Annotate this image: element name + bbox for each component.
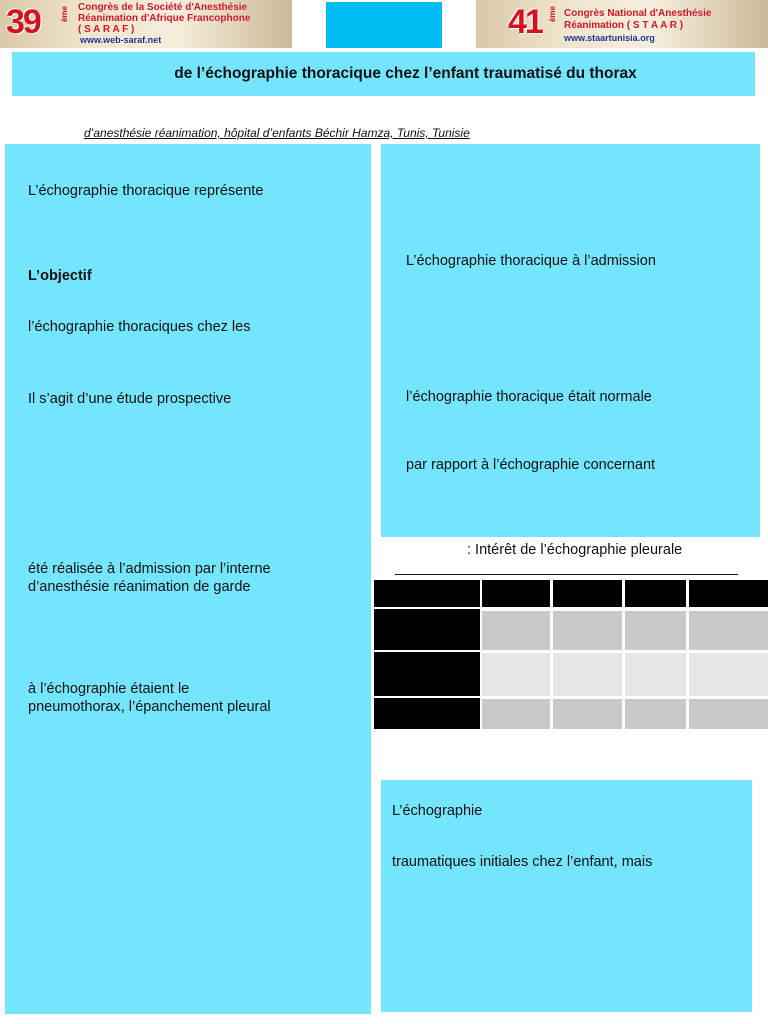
saraf-website: www.web-saraf.net: [80, 35, 162, 45]
affiliation-text: d’anesthésie réanimation, hôpital d’enfants Béchir Hamza, Tunis, Tunisie: [84, 126, 470, 140]
table-header-cell: [689, 580, 768, 607]
table-row-header: [374, 652, 480, 696]
conclusion-panel: [381, 780, 752, 1012]
staar-number: 41: [508, 3, 542, 41]
table-cell: [482, 653, 550, 696]
staar-line-2: Réanimation ( S T A A R ): [564, 20, 684, 31]
conclusion-text-1: L’échographie: [392, 803, 483, 819]
left-column-panel: [5, 144, 371, 1014]
staar-superscript: ème: [548, 6, 557, 23]
table-cell: [482, 699, 550, 729]
conclusion-text-2: traumatiques initiales chez l’enfant, mais: [392, 854, 653, 870]
table-cell: [689, 653, 768, 696]
staar-website: www.staartunisia.org: [564, 33, 655, 43]
pleural-ultrasound-table: [374, 578, 768, 729]
results-text-2: l’échographie thoracique était normale: [406, 389, 652, 405]
saraf-banner: [0, 0, 292, 48]
poster-title: de l’échographie thoracique chez l’enfant traumatisé du thorax: [174, 65, 637, 82]
table-header-cell: [374, 580, 480, 607]
table-header-cell: [553, 580, 622, 607]
results-text-3: par rapport à l’échographie concernant: [406, 457, 656, 473]
table-caption-text: : Intérêt de l’échographie pleurale: [467, 542, 683, 558]
saraf-line-1: Congrès de la Société d'Anesthésie: [78, 2, 248, 13]
methods-line-1: été réalisée à l’admission par l’interne: [28, 561, 271, 577]
findings-line-1: à l’échographie étaient le: [28, 681, 190, 697]
table-cell: [553, 699, 622, 729]
saraf-line-3: ( S A R A F ): [78, 24, 135, 35]
table-caption: [395, 542, 682, 558]
table-header-cell: [482, 580, 550, 607]
findings-line-2: pneumothorax, l’épanchement pleural: [28, 699, 271, 715]
table-cell: [553, 611, 622, 650]
table-cell: [482, 611, 550, 650]
objective-heading: L’objectif: [28, 268, 92, 284]
methods-line-2: d’anesthésie réanimation de garde: [28, 579, 251, 595]
objective-text: l’échographie thoraciques chez les: [28, 319, 251, 335]
table-row-header: [374, 698, 480, 729]
table-cell: [689, 699, 768, 729]
staar-line-1: Congrès National d'Anesthésie: [564, 8, 712, 19]
intro-text: L’échographie thoracique représente: [28, 183, 264, 199]
table-cell: [553, 653, 622, 696]
table-row-header: [374, 609, 480, 650]
table-cell: [625, 699, 686, 729]
table-caption-gap: [395, 542, 467, 558]
staar-banner: [476, 0, 768, 48]
results-text-1: L’échographie thoracique à l’admission: [406, 253, 656, 269]
title-bar: [12, 52, 755, 96]
table-cell: [625, 611, 686, 650]
table-cell: [625, 653, 686, 696]
results-panel: [381, 144, 760, 537]
methods-text: Il s’agit d’une étude prospective: [28, 391, 232, 407]
saraf-superscript: ème: [60, 6, 69, 23]
saraf-line-2: Réanimation d'Afrique Francophone: [78, 13, 251, 24]
table-cell: [689, 611, 768, 650]
saraf-number: 39: [6, 3, 40, 41]
affiliation: [30, 126, 590, 140]
table-caption-rule: [395, 574, 738, 575]
header-center-box: [326, 2, 442, 48]
table-header-cell: [625, 580, 686, 607]
